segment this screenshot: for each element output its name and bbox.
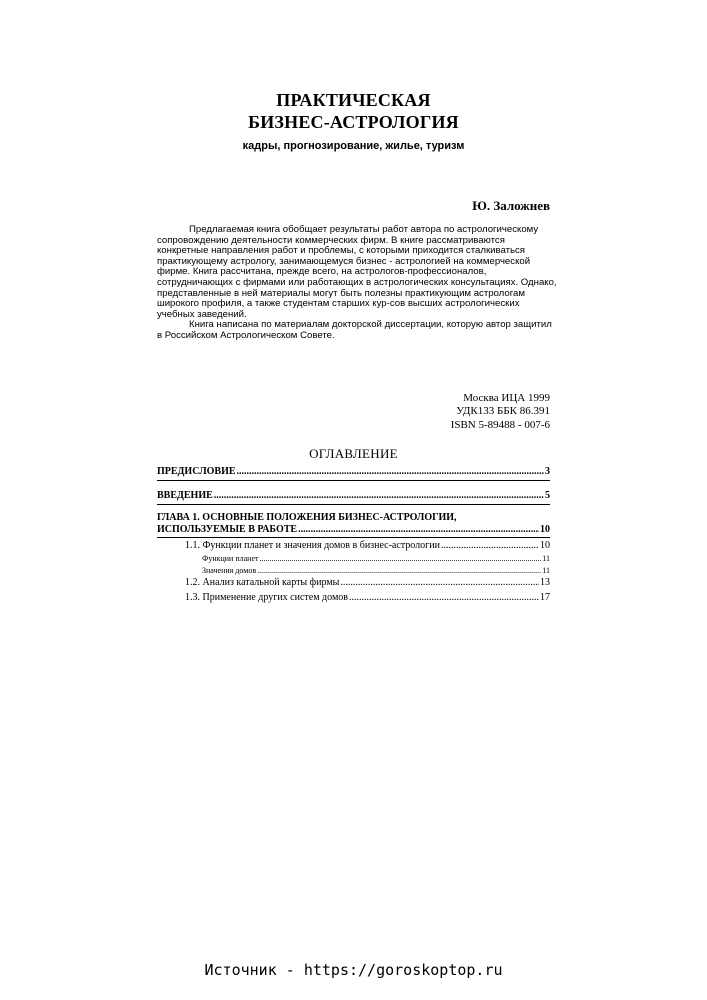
toc-entry-label: 1.3. Применение других систем домов (185, 592, 348, 603)
toc-leader-dots (237, 466, 544, 477)
toc-entry-label: ИСПОЛЬЗУЕМЫЕ В РАБОТЕ (157, 524, 298, 535)
toc-entry-label: Функции планет (202, 554, 259, 563)
abstract-paragraph-1: Предлагаемая книга обобщает результаты работ автора по астрологическому сопровождению деятельности коммерческих фирм. В книге рассматриваются конкретные направления работ и проблемы, с которыми приходится сталкиваться практикующему астрологу, занимающемуся бизнес - астрологией на коммерческой фирме. Книга рассчитана, прежде всего, на астрологов-профессионалов, сотрудничающих с фирмами или работающих в астрологических консультациях. Однако, представленные в ней материалы могут быть полезны практикующим астрологам широкого профиля, а также студентам старших кур-сов высших астрологических учебных заведений. (157, 224, 557, 320)
toc-leader-dots (349, 592, 539, 603)
toc-leader-dots (259, 554, 541, 563)
toc-leader-dots (298, 524, 539, 535)
toc-entry-preface[interactable] (157, 466, 550, 477)
toc-entry-label: Значения домов (202, 566, 257, 575)
publication-imprint (451, 392, 550, 432)
toc-entry-page: 5 (545, 490, 550, 501)
toc-entry-section-1-2[interactable] (185, 577, 550, 588)
book-title-line-2: БИЗНЕС-АСТРОЛОГИЯ (248, 112, 459, 132)
toc-entry-subsection-houses[interactable] (202, 566, 550, 575)
toc-entry-page: 13 (540, 577, 550, 588)
toc-leader-dots (340, 577, 539, 588)
toc-entry-label: ВВЕДЕНИЕ (157, 490, 213, 501)
imprint-udk: УДК133 ББК 86.391 (456, 405, 550, 418)
toc-entry-label: 1.1. Функции планет и значения домов в бизнес-астрологии (185, 540, 440, 551)
toc-rule (157, 504, 550, 505)
toc-entry-label: 1.2. Анализ катальной карты фирмы (185, 577, 340, 588)
toc-entry-chapter-1[interactable] (157, 524, 550, 535)
toc-entry-subsection-planets[interactable] (202, 554, 550, 563)
toc-entry-page: 10 (540, 524, 550, 535)
toc-entry-intro[interactable] (157, 490, 550, 501)
toc-heading: ОГЛАВЛЕНИЕ (309, 446, 398, 461)
source-footer: Источник - https://goroskoptop.ru (204, 961, 503, 979)
abstract-paragraph-2: Книга написана по материалам докторской диссертации, которую автор защитил в Российском Астрологическом Совете. (157, 319, 552, 341)
toc-entry-section-1-1[interactable] (185, 540, 550, 551)
toc-entry-page: 17 (540, 592, 550, 603)
toc-entry-page: 3 (545, 466, 550, 477)
toc-entry-page: 11 (542, 554, 550, 563)
imprint-isbn: ISBN 5-89488 - 007-6 (450, 418, 550, 431)
toc-entry-chapter-1-line-1[interactable] (157, 512, 550, 523)
toc-leader-dots (441, 540, 539, 551)
toc-entry-label: ПРЕДИСЛОВИЕ (157, 466, 236, 477)
toc-entry-page: 11 (542, 566, 550, 575)
toc-rule (157, 537, 550, 538)
book-subtitle: кадры, прогнозирование, жилье, туризм (242, 140, 465, 152)
toc-entry-page: 10 (540, 540, 550, 551)
abstract (157, 225, 557, 342)
toc-rule (157, 480, 550, 481)
book-title-line-1: ПРАКТИЧЕСКАЯ (276, 90, 431, 110)
toc-entry-section-1-3[interactable] (185, 592, 550, 603)
toc-entry-label: ГЛАВА 1. ОСНОВНЫЕ ПОЛОЖЕНИЯ БИЗНЕС-АСТРОЛОГИИ, (157, 512, 457, 523)
imprint-publisher: Москва ИЦА 1999 (463, 392, 550, 404)
author-name: Ю. Заложнев (472, 198, 550, 213)
toc-leader-dots (257, 566, 541, 575)
toc-leader-dots (214, 490, 544, 501)
